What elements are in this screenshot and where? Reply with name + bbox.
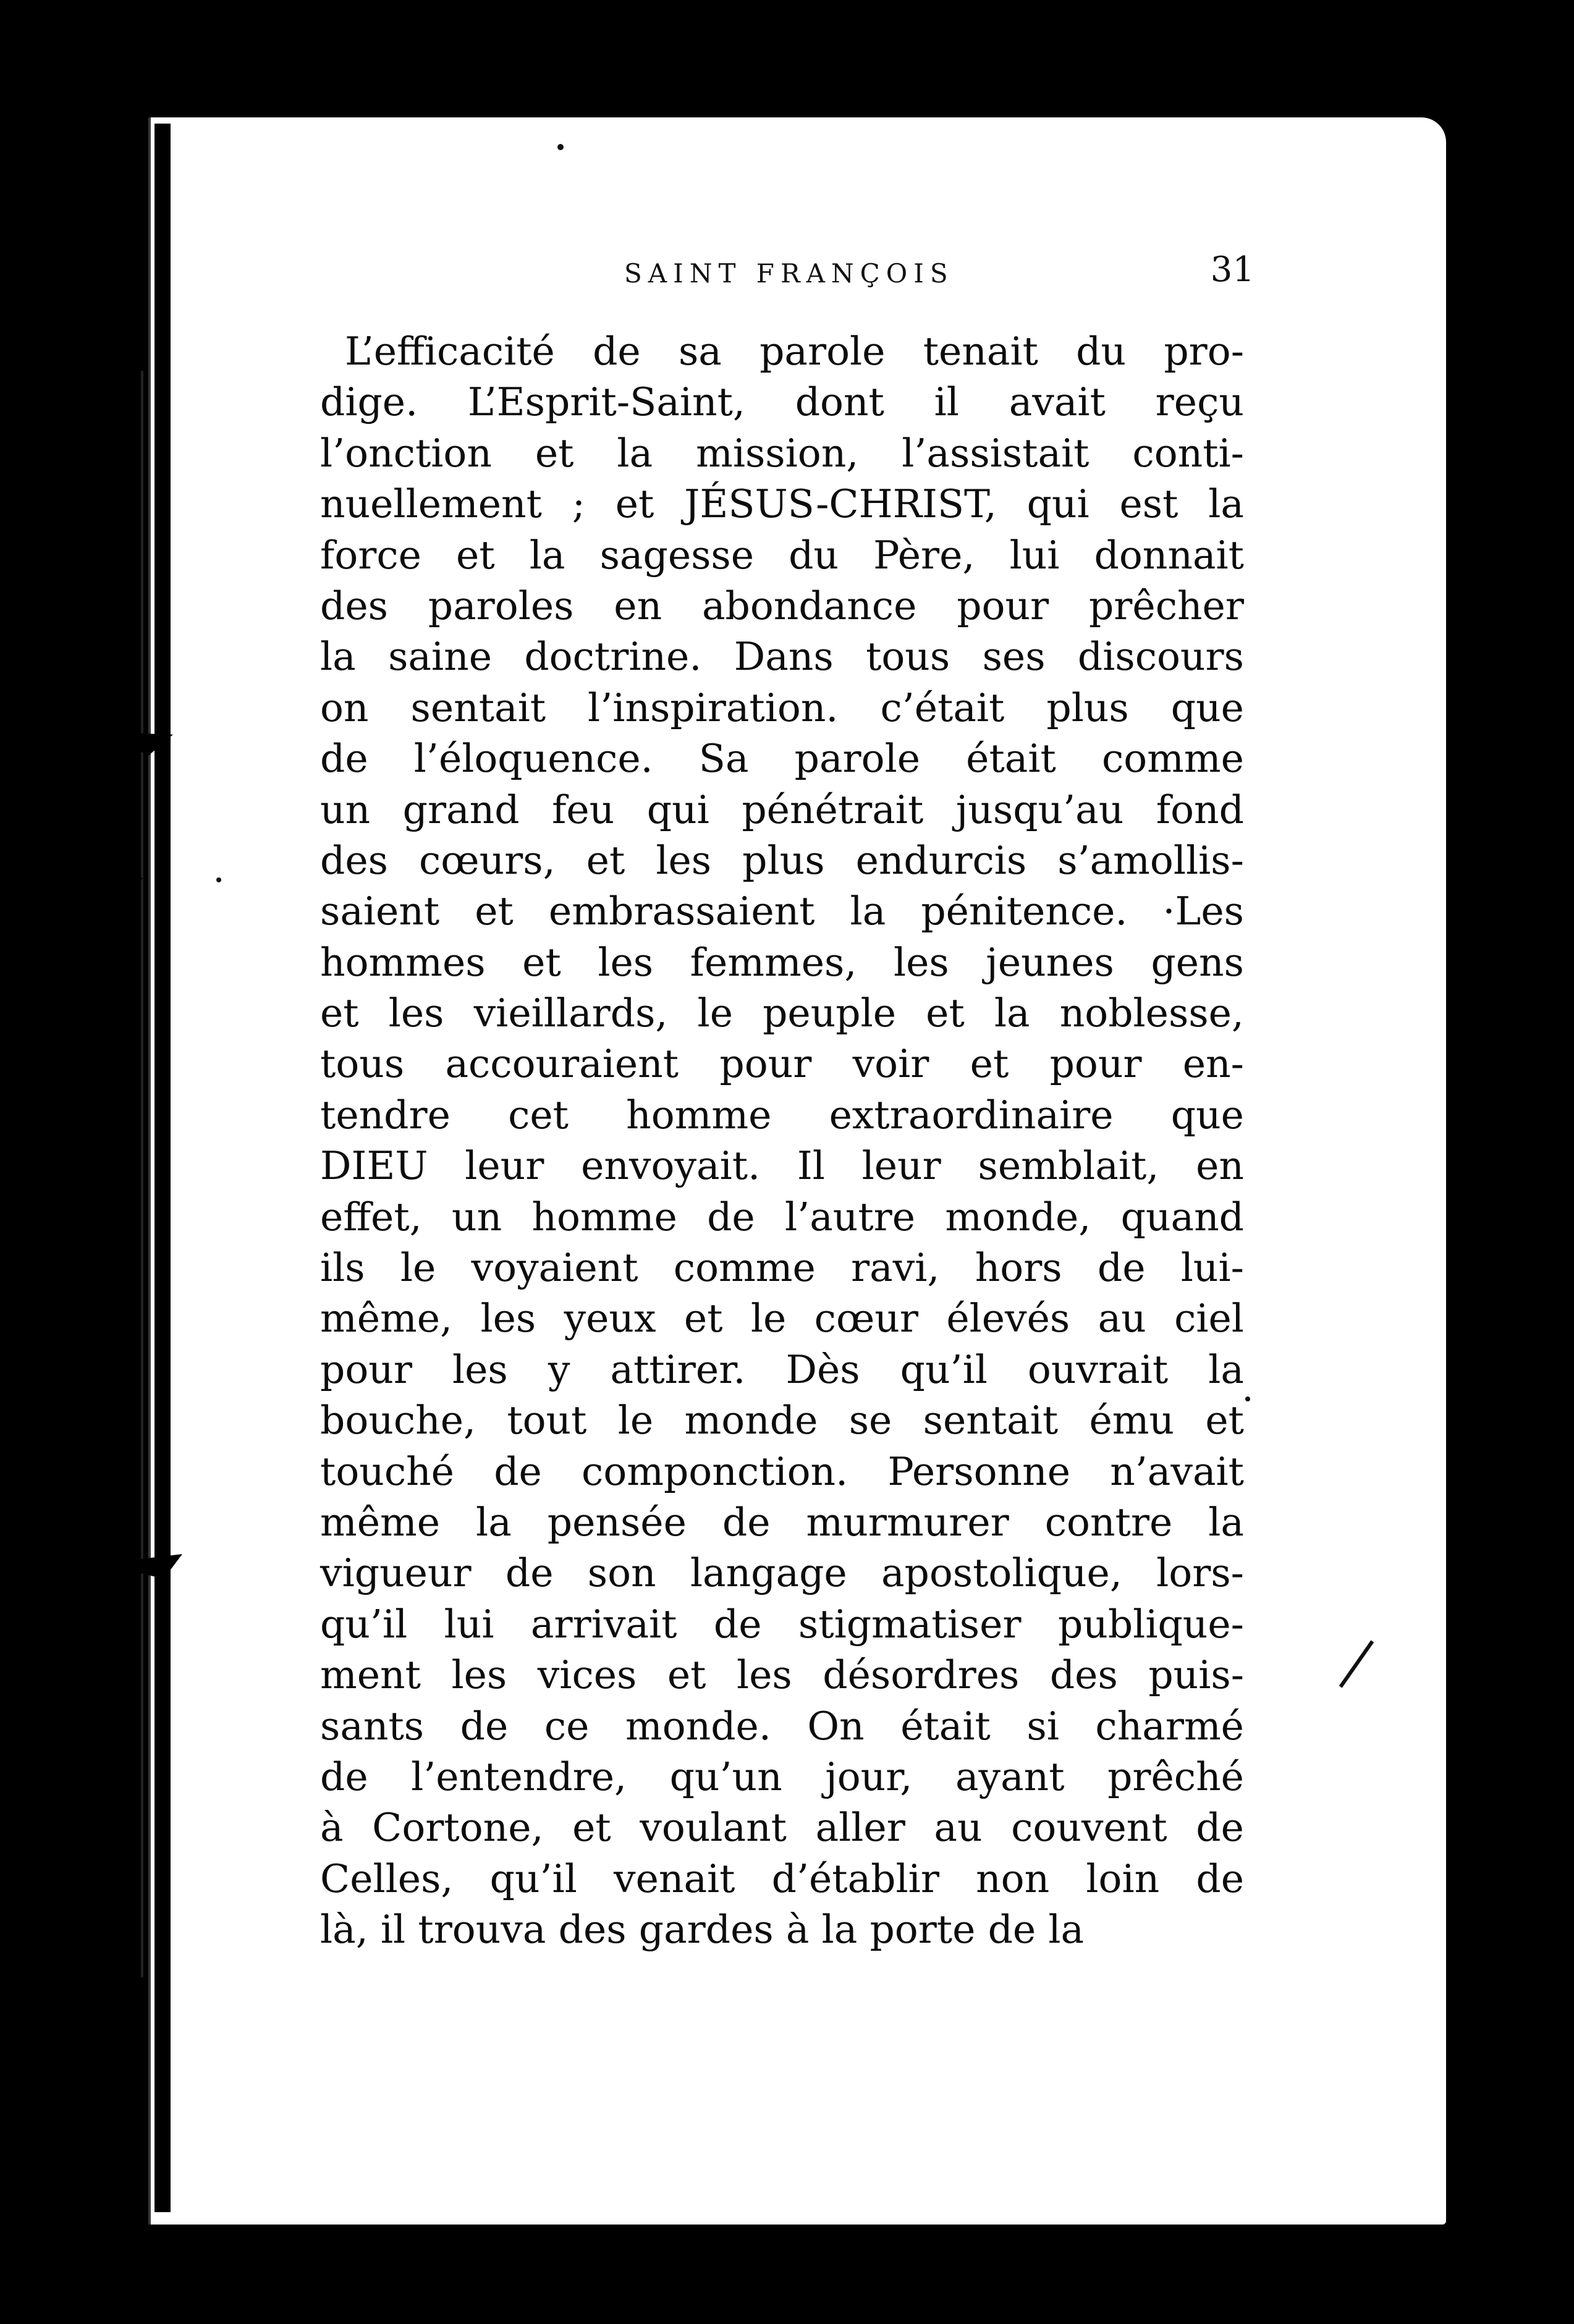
word: lors- [1156, 1550, 1244, 1596]
word: vigueur [320, 1550, 472, 1596]
word: cœurs, [419, 837, 556, 883]
word: de [722, 1499, 771, 1545]
word: d’établir [771, 1856, 939, 1901]
word: effet, [320, 1194, 422, 1240]
word: apostolique, [881, 1550, 1122, 1596]
word: de [505, 1550, 554, 1596]
text-line [320, 1345, 1244, 1395]
word: sa [678, 329, 722, 374]
word: s’amollis- [1057, 837, 1244, 883]
word: Cortone, [372, 1805, 544, 1851]
word: prêcher [1088, 583, 1244, 628]
word: de [707, 1194, 755, 1240]
word: de [460, 1703, 509, 1749]
word: le [697, 991, 733, 1036]
word: homme [531, 1194, 677, 1240]
word: abondance [701, 583, 917, 628]
word: ému [1089, 1398, 1175, 1443]
word: des [558, 1907, 627, 1953]
word: son [587, 1550, 656, 1596]
word: la [1048, 1907, 1085, 1953]
word: voulant [640, 1805, 787, 1851]
word: lui [1009, 532, 1060, 578]
word: couvent [1011, 1805, 1167, 1851]
body-text [320, 326, 1244, 1956]
word: les [452, 1346, 508, 1392]
word: ouvrait [1027, 1346, 1169, 1392]
word: qui [646, 787, 709, 832]
word: pénitence. [921, 889, 1128, 934]
word: pour [320, 1346, 412, 1392]
word: extraordinaire [829, 1092, 1114, 1138]
word: là, [320, 1907, 368, 1953]
word: tendre [320, 1092, 451, 1138]
word: stigmatiser [798, 1601, 1022, 1647]
word: à [320, 1805, 344, 1851]
word: la [821, 1907, 858, 1953]
word: et [522, 939, 561, 985]
word: pour [957, 583, 1049, 628]
word: componction. [582, 1448, 848, 1494]
word: de [1196, 1805, 1244, 1851]
word: semblait, [978, 1143, 1159, 1189]
word: et [615, 481, 654, 527]
text-line [320, 1497, 1244, 1548]
word: et [1205, 1398, 1244, 1443]
word: des [320, 837, 388, 883]
word: les [656, 837, 712, 883]
word: de [988, 1907, 1036, 1953]
text-line [320, 886, 1244, 937]
scan-speck [216, 877, 221, 882]
word: parole [794, 736, 921, 782]
word: au [1098, 1296, 1146, 1342]
word: et [586, 837, 625, 883]
word: l’assistait [902, 430, 1090, 476]
word: paroles [428, 583, 574, 628]
word: comme [673, 1245, 816, 1291]
text-line [320, 733, 1244, 784]
word: non [976, 1856, 1050, 1901]
word: charmé [1095, 1703, 1244, 1749]
word: langage [690, 1550, 847, 1596]
text-line [320, 1192, 1244, 1243]
word: saine [388, 634, 492, 680]
scan-speck [557, 144, 564, 150]
text-line [320, 1395, 1244, 1446]
word: attirer. [610, 1346, 746, 1392]
word: fond [1156, 787, 1244, 832]
word: l’entendre, [411, 1754, 627, 1799]
word: un [320, 787, 371, 832]
word: doctrine. [524, 634, 702, 680]
word: sants [320, 1703, 425, 1749]
word: et [535, 430, 574, 476]
word: de [1196, 1856, 1244, 1901]
word: voyaient [471, 1245, 638, 1291]
word: touché [320, 1448, 454, 1494]
word: Celles, [320, 1856, 454, 1901]
text-line [320, 1701, 1244, 1752]
word: endurcis [855, 837, 1027, 883]
word: et [320, 991, 359, 1036]
word: mission, [696, 430, 859, 476]
word: dige. [320, 379, 418, 425]
text-line [320, 1599, 1244, 1650]
word: trouva [418, 1907, 546, 1953]
text-line [320, 428, 1244, 479]
word: ; [572, 481, 585, 527]
word: la [617, 430, 653, 476]
word: tenait [923, 329, 1038, 374]
scan-mark [120, 1696, 141, 1712]
word: tout [507, 1398, 587, 1443]
word: porte [870, 1907, 976, 1953]
word: les [737, 1652, 792, 1698]
word: donnait [1094, 532, 1244, 578]
word: même, [320, 1296, 453, 1342]
word: contre [1044, 1499, 1173, 1545]
word: des [320, 583, 388, 628]
word: nuellement [320, 481, 542, 527]
word: l’onction [320, 430, 492, 476]
word: la [529, 532, 565, 578]
word: les [598, 939, 654, 985]
word: JÉSUS-CHRIST, [684, 481, 997, 527]
word: voir [852, 1041, 929, 1087]
word: l’éloquence. [413, 736, 653, 782]
word: Personne [887, 1448, 1070, 1494]
word: il [934, 379, 959, 425]
word: quand [1120, 1194, 1244, 1240]
word: cet [508, 1092, 569, 1138]
word: noblesse, [1059, 991, 1244, 1036]
word: DIEU [320, 1143, 428, 1189]
word: monde, [945, 1194, 1091, 1240]
word: cœur [814, 1296, 918, 1342]
word: sagesse [599, 532, 755, 578]
spine-edge [154, 124, 171, 2212]
word: discours [1077, 634, 1244, 680]
text-line [320, 1447, 1244, 1497]
text-line [320, 530, 1244, 581]
word: le [400, 1245, 436, 1291]
word: désordres [823, 1652, 1020, 1698]
word: pensée [547, 1499, 687, 1545]
word: tous [866, 634, 950, 680]
word: reçu [1155, 379, 1244, 425]
word: prêché [1107, 1754, 1244, 1799]
word: sentait [410, 685, 546, 730]
word: jour, [825, 1754, 913, 1799]
word: de [713, 1601, 762, 1647]
word: homme [626, 1092, 772, 1138]
scan-speck [1245, 1397, 1250, 1401]
word: leur [861, 1143, 941, 1189]
word: du [789, 532, 839, 578]
word: femmes, [690, 939, 857, 985]
word: de [320, 736, 368, 782]
word: la [1208, 1346, 1244, 1392]
text-line [320, 1802, 1244, 1853]
word: Dès [785, 1346, 860, 1392]
word: feu [552, 787, 615, 832]
word: pour [1049, 1041, 1142, 1087]
word: publique- [1057, 1601, 1244, 1647]
text-line [320, 1904, 1244, 1955]
word: ils [320, 1245, 365, 1291]
word: le [750, 1296, 787, 1342]
word: la [1208, 1499, 1244, 1545]
word: que [1170, 685, 1244, 730]
word: parole [759, 329, 886, 374]
text-line [320, 988, 1244, 1039]
word: est [1119, 481, 1178, 527]
word: il [380, 1907, 406, 1953]
word: ses [982, 634, 1046, 680]
word: la [1208, 481, 1244, 527]
text-line [320, 835, 1244, 886]
word: ce [544, 1703, 590, 1749]
word: accouraient [445, 1041, 679, 1087]
word: gardes [638, 1907, 774, 1953]
word: yeux [564, 1296, 656, 1342]
word: des [1049, 1652, 1118, 1698]
word: l’inspiration. [588, 685, 839, 730]
word: monde [684, 1398, 818, 1443]
word: force [320, 532, 421, 578]
word: était [900, 1703, 991, 1749]
text-line [320, 1039, 1244, 1089]
word: qu’il [320, 1601, 408, 1647]
word: et [456, 532, 495, 578]
text-line [320, 1090, 1244, 1141]
word: et [683, 1296, 723, 1342]
word: loin [1086, 1856, 1160, 1901]
word: en [1196, 1143, 1244, 1189]
word: même [320, 1499, 441, 1545]
word: le [617, 1398, 654, 1443]
word: Sa [698, 736, 749, 782]
text-line [320, 1854, 1244, 1904]
word: qu’il [489, 1856, 577, 1901]
text-line [320, 1752, 1244, 1802]
word: lui [444, 1601, 494, 1647]
word: L’Esprit-Saint, [467, 379, 745, 425]
word: ·Les [1162, 889, 1244, 934]
text-line [320, 479, 1244, 530]
word: plus [742, 837, 825, 883]
word: et [572, 1805, 611, 1851]
running-title: SAINT FRANÇOIS [624, 258, 954, 289]
word: avait [1009, 379, 1106, 425]
word: élevés [946, 1296, 1070, 1342]
word: que [1170, 1092, 1244, 1138]
word: comme [1101, 736, 1244, 782]
spine-inner-edge [141, 371, 143, 1977]
text-line [320, 377, 1244, 428]
word: y [548, 1346, 570, 1392]
word: jusqu’au [955, 787, 1124, 832]
text-line [320, 581, 1244, 632]
word: peuple [763, 991, 897, 1036]
word: en [614, 583, 662, 628]
text-line [320, 683, 1244, 733]
text-line [320, 1293, 1244, 1344]
word: bouche, [320, 1398, 476, 1443]
word: de [494, 1448, 542, 1494]
word: l’autre [785, 1194, 916, 1240]
word: vices [537, 1652, 637, 1698]
word: de [320, 1754, 368, 1799]
word: les [388, 991, 444, 1036]
word: puis- [1148, 1652, 1244, 1698]
running-header [624, 250, 1261, 290]
word: les [480, 1296, 536, 1342]
text-line [320, 1650, 1244, 1701]
word: la [994, 991, 1030, 1036]
word: se [848, 1398, 892, 1443]
word: embrassaient [548, 889, 815, 934]
word: la [320, 634, 356, 680]
word: saient [320, 889, 440, 934]
word: hors [975, 1245, 1062, 1291]
word: gens [1151, 939, 1244, 985]
word: un [452, 1194, 502, 1240]
word: leur [465, 1143, 544, 1189]
word: ravi, [851, 1245, 940, 1291]
word: tous [320, 1041, 405, 1087]
word: la [476, 1499, 512, 1545]
word: et [475, 889, 514, 934]
word: jeunes [986, 939, 1114, 985]
text-line [320, 1548, 1244, 1599]
word: plus [1046, 685, 1129, 730]
word: Père, [873, 532, 975, 578]
word: qu’il [900, 1346, 988, 1392]
word: envoyait. [581, 1143, 761, 1189]
word: qui [1026, 481, 1090, 527]
word: conti- [1132, 430, 1244, 476]
page-number: 31 [1210, 250, 1255, 290]
word: Il [797, 1143, 825, 1189]
word: vieillards, [473, 991, 668, 1036]
word: lui- [1180, 1245, 1244, 1291]
word: aller [815, 1805, 905, 1851]
word: sentait [923, 1398, 1059, 1443]
word: au [934, 1805, 983, 1851]
word: venait [614, 1856, 735, 1901]
word: murmurer [806, 1499, 1009, 1545]
text-line [320, 785, 1244, 835]
text-line [320, 632, 1244, 682]
word: les [893, 939, 949, 985]
word: ment [320, 1652, 421, 1698]
word: à [785, 1907, 810, 1953]
word: on [320, 685, 369, 730]
word: en- [1182, 1041, 1244, 1087]
word: de [593, 329, 641, 374]
word: On [807, 1703, 865, 1749]
text-line [320, 937, 1244, 988]
word: c’était [880, 685, 1005, 730]
word: hommes [320, 939, 486, 985]
word: arrivait [530, 1601, 677, 1647]
text-line [320, 326, 1244, 377]
word: Dans [734, 634, 834, 680]
text-line [320, 1141, 1244, 1191]
word: monde. [625, 1703, 771, 1749]
word: du [1076, 329, 1127, 374]
word: grand [402, 787, 520, 832]
word: était [966, 736, 1056, 782]
word: ciel [1174, 1296, 1244, 1342]
word: pro- [1164, 329, 1244, 374]
word: les [451, 1652, 507, 1698]
word: si [1026, 1703, 1059, 1749]
word: qu’un [669, 1754, 782, 1799]
text-line [320, 1243, 1244, 1293]
word: n’avait [1110, 1448, 1244, 1494]
word: L’efficacité [345, 329, 555, 374]
word: et [667, 1652, 706, 1698]
word: ayant [955, 1754, 1065, 1799]
word: pour [719, 1041, 812, 1087]
word: de [1097, 1245, 1146, 1291]
word: dont [795, 379, 884, 425]
word: la [850, 889, 886, 934]
word: et [926, 991, 965, 1036]
word: pénétrait [742, 787, 924, 832]
word: et [970, 1041, 1009, 1087]
